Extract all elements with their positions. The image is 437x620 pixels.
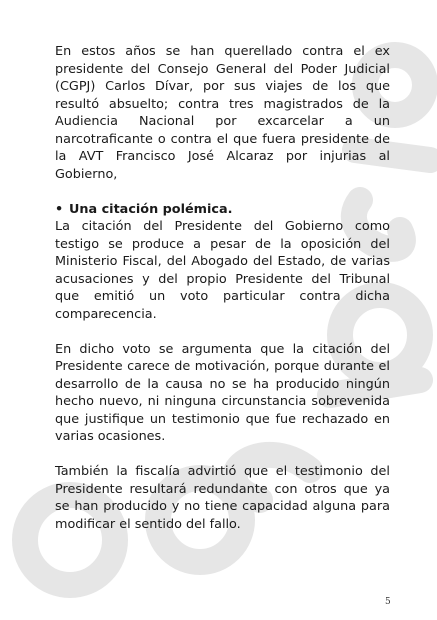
section-heading [55, 201, 390, 219]
section-heading-text: Una citación polémica. [69, 201, 233, 217]
paragraph-fiscalia: También la fiscalía advirtió que el testimonio del Presidente resultará redundante con otros que ya se han producido y no tiene capacidad alguna para modificar el sentido del fallo. [55, 464, 390, 532]
bullet-icon: • [55, 201, 64, 217]
document-body [55, 43, 390, 551]
paragraph-querellas: En estos años se han querellado contra el ex presidente del Consejo General del Poder Judicial (CGPJ) Carlos Dívar, por sus viajes de los que resultó absuelto; contra tres magistrados de la Audiencia Nacional por excarcelar a un narcotraficante o contra el que fuera presidente de la AVT Francisco José Alcaraz por injurias al Gobierno, [55, 44, 390, 182]
page-number: 5 [385, 597, 391, 607]
paragraph-voto: En dicho voto se argumenta que la citación del Presidente carece de motivación, porque durante el desarrollo de la causa no se ha producido ningún hecho nuevo, ni ninguna circunstancia sobrevenida que justifique un testimonio que fue rechazado en varias ocasiones. [55, 341, 390, 444]
paragraph-citacion: La citación del Presidente del Gobierno como testigo se produce a pesar de la oposición del Ministerio Fiscal, del Abogado del Estado, de varias acusaciones y del propio Presidente del Tribunal que emitió un voto particular contra dicha comparecencia. [55, 219, 390, 322]
